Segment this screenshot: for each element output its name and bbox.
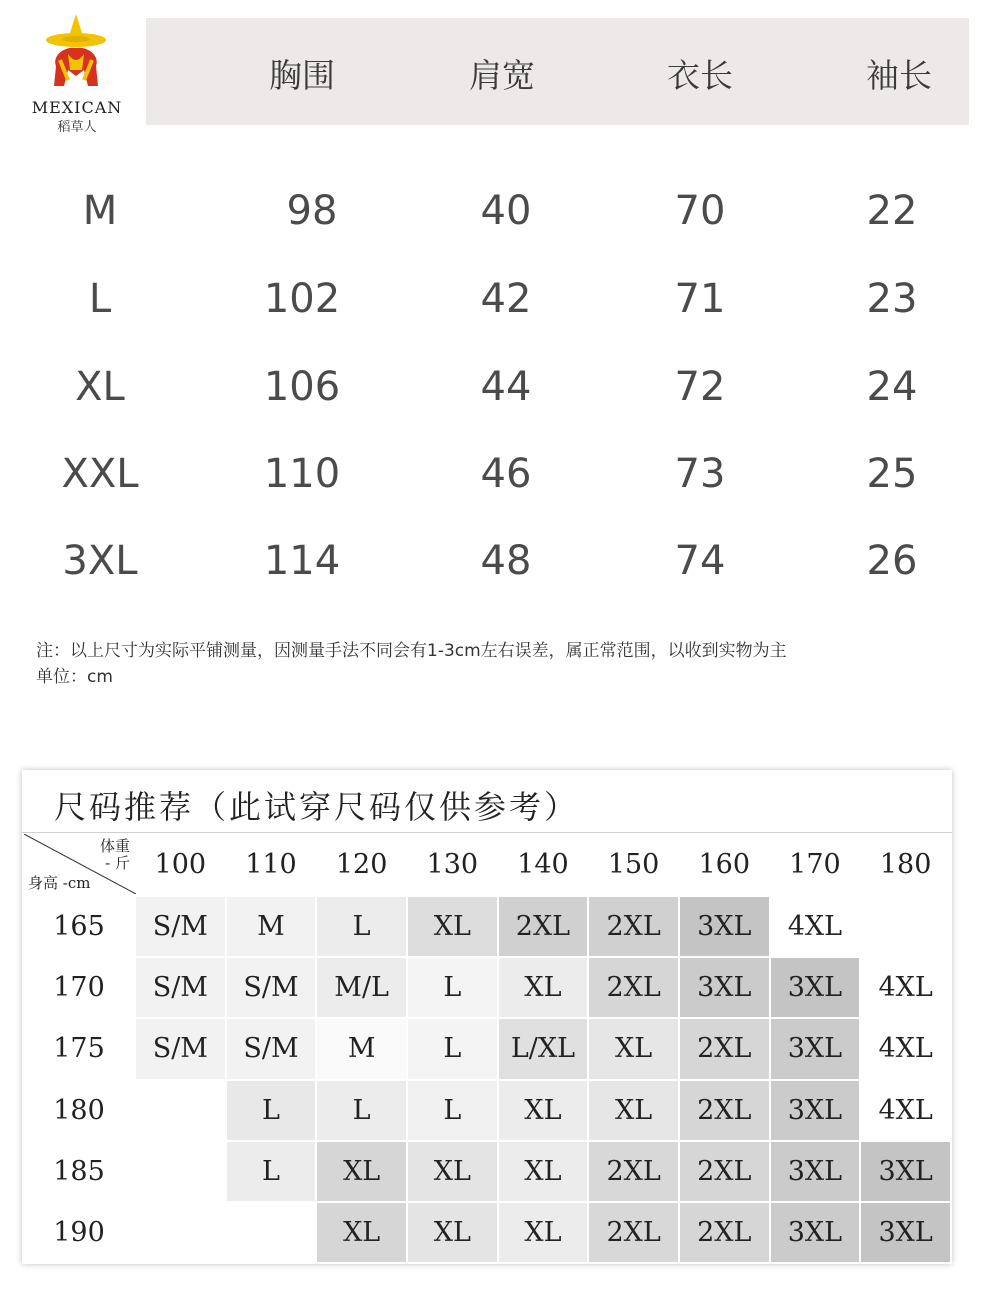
- size-value: 74: [674, 538, 726, 584]
- recommendation-row: [23, 1141, 951, 1202]
- recommended-size-cell: XL: [588, 1080, 679, 1141]
- recommended-size-cell: 4XL: [770, 896, 861, 957]
- height-label: 185: [23, 1141, 135, 1202]
- corner-height-label: 身高 -cm: [28, 874, 91, 893]
- size-value: 25: [866, 451, 918, 497]
- header-chest: 胸围: [269, 56, 335, 95]
- recommended-size-cell: S/M: [226, 1018, 317, 1079]
- recommended-size-cell: 3XL: [770, 1202, 861, 1263]
- recommended-size-cell: S/M: [135, 1018, 226, 1079]
- recommended-size-cell: 2XL: [588, 1141, 679, 1202]
- recommendation-row: [23, 1080, 951, 1141]
- height-label: 190: [23, 1202, 135, 1263]
- weight-header: 180: [860, 833, 951, 896]
- size-value: 23: [866, 276, 918, 322]
- size-value: 98: [286, 188, 338, 234]
- weight-header: 120: [316, 833, 407, 896]
- recommended-size-cell: M: [226, 896, 317, 957]
- size-value: 44: [480, 364, 532, 410]
- corner-weight-label: 体重 - 斤: [99, 837, 130, 872]
- recommended-size-cell: XL: [588, 1018, 679, 1079]
- grid-corner: [23, 833, 135, 896]
- height-label: 170: [23, 957, 135, 1018]
- size-value: 71: [674, 276, 726, 322]
- recommended-size-cell: 2XL: [679, 1141, 770, 1202]
- weight-header: 160: [679, 833, 770, 896]
- recommendation-title: 尺码推荐（此试穿尺码仅供参考）: [54, 788, 580, 826]
- recommended-size-cell: [226, 1202, 317, 1263]
- size-value: 42: [480, 276, 532, 322]
- recommended-size-cell: L: [316, 1080, 407, 1141]
- logo-cn-text: 稻草人: [57, 120, 97, 135]
- recommended-size-cell: 3XL: [770, 1141, 861, 1202]
- recommended-size-cell: 3XL: [770, 1080, 861, 1141]
- recommended-size-cell: 2XL: [679, 1080, 770, 1141]
- size-value: 72: [674, 364, 726, 410]
- recommended-size-cell: XL: [498, 1202, 589, 1263]
- recommended-size-cell: 3XL: [860, 1202, 951, 1263]
- recommendation-row: [23, 896, 951, 957]
- weight-header: 130: [407, 833, 498, 896]
- recommended-size-cell: 2XL: [588, 957, 679, 1018]
- height-label: 180: [23, 1080, 135, 1141]
- size-value: 46: [480, 451, 532, 497]
- recommendation-row: [23, 1018, 951, 1079]
- recommendation-row: [23, 1202, 951, 1263]
- header-sleeve: 袖长: [866, 56, 932, 95]
- size-value: 106: [263, 364, 341, 410]
- recommended-size-cell: [135, 1080, 226, 1141]
- size-value: 40: [480, 188, 532, 234]
- recommended-size-cell: [860, 896, 951, 957]
- size-recommendation-panel: [22, 770, 952, 1264]
- header-shoulder: 肩宽: [469, 56, 535, 95]
- recommended-size-cell: L: [407, 957, 498, 1018]
- size-value: 24: [866, 364, 918, 410]
- recommended-size-cell: [135, 1202, 226, 1263]
- recommended-size-cell: 3XL: [770, 957, 861, 1018]
- recommended-size-cell: 3XL: [770, 1018, 861, 1079]
- size-value: 73: [674, 451, 726, 497]
- size-value: 48: [480, 538, 532, 584]
- recommended-size-cell: XL: [498, 957, 589, 1018]
- recommended-size-cell: S/M: [135, 957, 226, 1018]
- recommended-size-cell: XL: [498, 1141, 589, 1202]
- size-value: 110: [263, 451, 341, 497]
- size-label: XXL: [61, 451, 139, 497]
- recommendation-grid: [22, 832, 952, 1264]
- recommended-size-cell: 2XL: [588, 896, 679, 957]
- measurement-note: 注：以上尺寸为实际平铺测量，因测量手法不同会有1-3cm左右误差，属正常范围，以收到实物为主: [36, 641, 787, 661]
- recommended-size-cell: 3XL: [679, 896, 770, 957]
- recommended-size-cell: L: [407, 1080, 498, 1141]
- size-label: L: [88, 276, 112, 322]
- height-label: 175: [23, 1018, 135, 1079]
- weight-header: 150: [588, 833, 679, 896]
- recommended-size-cell: 2XL: [588, 1202, 679, 1263]
- size-label: M: [82, 188, 118, 234]
- weight-header: 170: [770, 833, 861, 896]
- height-label: 165: [23, 896, 135, 957]
- recommended-size-cell: L: [407, 1018, 498, 1079]
- recommended-size-cell: M/L: [316, 957, 407, 1018]
- weight-header: 100: [135, 833, 226, 896]
- size-label: XL: [75, 364, 125, 410]
- weight-header: 110: [226, 833, 317, 896]
- size-value: 26: [866, 538, 918, 584]
- scarecrow-logo-icon: [38, 10, 116, 98]
- recommended-size-cell: L: [226, 1141, 317, 1202]
- recommended-size-cell: 3XL: [860, 1141, 951, 1202]
- size-value: 102: [263, 276, 341, 322]
- recommended-size-cell: L/XL: [498, 1018, 589, 1079]
- weight-header: 140: [498, 833, 589, 896]
- recommended-size-cell: XL: [407, 896, 498, 957]
- unit-note: 单位：cm: [36, 667, 113, 687]
- recommended-size-cell: 2XL: [679, 1018, 770, 1079]
- recommended-size-cell: 2XL: [679, 1202, 770, 1263]
- recommended-size-cell: L: [226, 1080, 317, 1141]
- recommended-size-cell: XL: [316, 1141, 407, 1202]
- recommended-size-cell: XL: [498, 1080, 589, 1141]
- recommended-size-cell: XL: [407, 1202, 498, 1263]
- logo-brand-text: MEXICAN: [31, 98, 123, 117]
- recommended-size-cell: [135, 1141, 226, 1202]
- recommended-size-cell: 4XL: [860, 957, 951, 1018]
- recommended-size-cell: XL: [407, 1141, 498, 1202]
- brand-logo: [18, 10, 136, 135]
- recommended-size-cell: S/M: [135, 896, 226, 957]
- size-value: 22: [866, 188, 918, 234]
- recommended-size-cell: L: [316, 896, 407, 957]
- recommended-size-cell: 4XL: [860, 1080, 951, 1141]
- recommended-size-cell: 4XL: [860, 1018, 951, 1079]
- recommended-size-cell: S/M: [226, 957, 317, 1018]
- recommended-size-cell: XL: [316, 1202, 407, 1263]
- recommendation-row: [23, 957, 951, 1018]
- recommended-size-cell: 2XL: [498, 896, 589, 957]
- header-length: 衣长: [667, 56, 733, 95]
- size-value: 70: [674, 188, 726, 234]
- size-label: 3XL: [62, 538, 138, 584]
- recommended-size-cell: 3XL: [679, 957, 770, 1018]
- recommended-size-cell: M: [316, 1018, 407, 1079]
- size-value: 114: [263, 538, 341, 584]
